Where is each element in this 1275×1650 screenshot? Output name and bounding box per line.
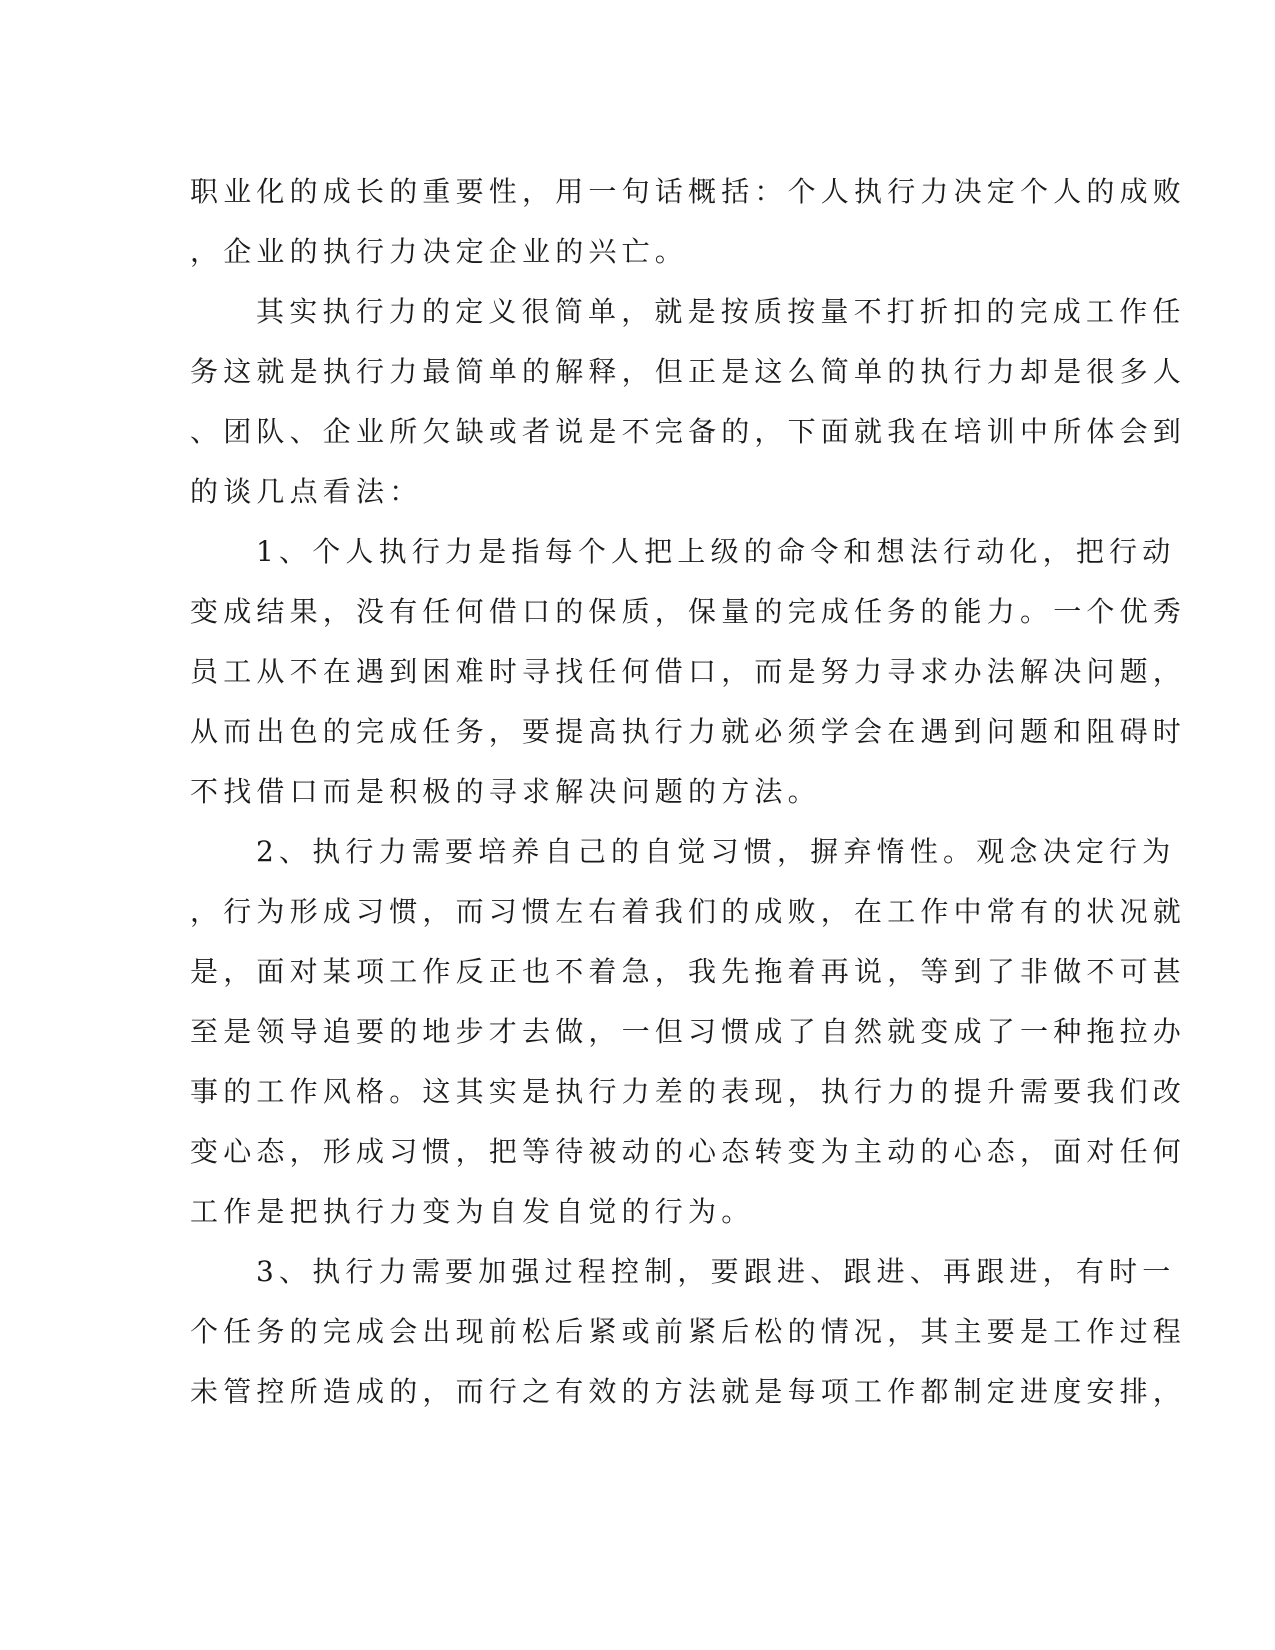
text-line: 务这就是执行力最简单的解释，但正是这么简单的执行力却是很多人 <box>190 355 1187 388</box>
text-line: 职业化的成长的重要性，用一句话概括：个人执行力决定个人的成败 <box>190 175 1187 208</box>
text-line: 未管控所造成的，而行之有效的方法就是每项工作都制定进度安排， <box>190 1375 1187 1408</box>
text-line: 工作是把执行力变为自发自觉的行为。 <box>190 1195 755 1228</box>
text-line: 从而出色的完成任务，要提高执行力就必须学会在遇到问题和阻碍时 <box>190 715 1187 748</box>
text-line: 员工从不在遇到困难时寻找任何借口，而是努力寻求办法解决问题， <box>190 655 1187 688</box>
text-line: 1、个人执行力是指每个人把上级的命令和想法行动化，把行动 <box>256 535 1176 568</box>
text-line: 事的工作风格。这其实是执行力差的表现，执行力的提升需要我们改 <box>190 1075 1187 1108</box>
text-line: 的谈几点看法： <box>190 475 423 508</box>
text-line: 个任务的完成会出现前松后紧或前紧后松的情况，其主要是工作过程 <box>190 1315 1187 1348</box>
text-line: ，行为形成习惯，而习惯左右着我们的成败，在工作中常有的状况就 <box>190 895 1187 928</box>
text-line: 、团队、企业所欠缺或者说是不完备的，下面就我在培训中所体会到 <box>190 415 1187 448</box>
document-body <box>190 162 1187 1422</box>
text-line: 变成结果，没有任何借口的保质，保量的完成任务的能力。一个优秀 <box>190 595 1187 628</box>
text-line: 至是领导追要的地步才去做，一但习惯成了自然就变成了一种拖拉办 <box>190 1015 1187 1048</box>
text-line: 变心态，形成习惯，把等待被动的心态转变为主动的心态，面对任何 <box>190 1135 1187 1168</box>
text-line: 2、执行力需要培养自己的自觉习惯，摒弃惰性。观念决定行为 <box>256 835 1176 868</box>
text-line: 其实执行力的定义很简单，就是按质按量不打折扣的完成工作任 <box>256 295 1186 328</box>
text-line: ，企业的执行力决定企业的兴亡。 <box>190 235 689 268</box>
text-line: 3、执行力需要加强过程控制，要跟进、跟进、再跟进，有时一 <box>256 1255 1176 1288</box>
text-line: 是，面对某项工作反正也不着急，我先拖着再说，等到了非做不可甚 <box>190 955 1187 988</box>
text-line: 不找借口而是积极的寻求解决问题的方法。 <box>190 775 821 808</box>
